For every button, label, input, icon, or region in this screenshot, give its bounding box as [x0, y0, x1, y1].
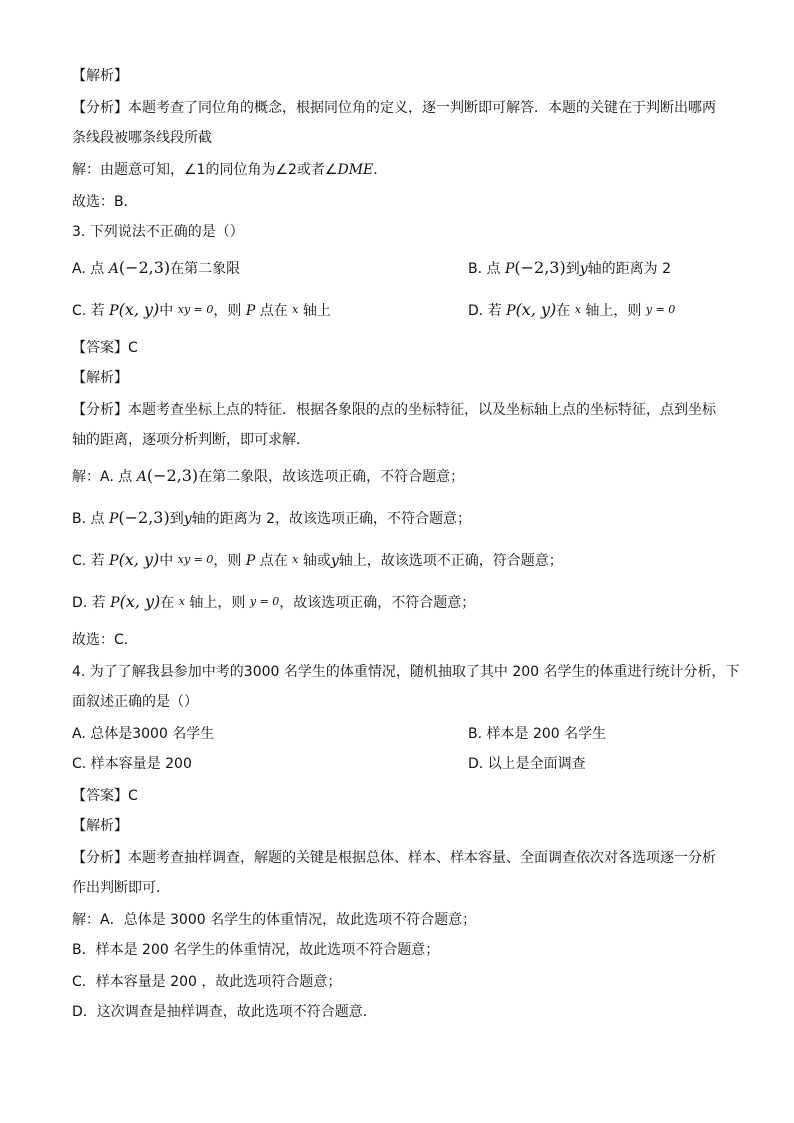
q4-option-b: B. 样本是 200 名学生	[468, 726, 607, 742]
question-3-title	[72, 222, 734, 242]
math-q3d-pt: P	[506, 303, 516, 319]
math-q3s3-x: x	[292, 553, 299, 566]
q4-solution-c	[72, 972, 734, 992]
math-q3s1-pt: A	[136, 469, 147, 485]
q3-option-b	[468, 258, 671, 279]
q3-option-c	[72, 300, 331, 319]
text-q3s1-pre: 解：A. 点	[72, 469, 137, 485]
text-b1-analysis: 【分析】本题考查了同位角的概念，根据同位角的定义，逐一判断即可解答．本题的关键在于判断出哪两	[72, 100, 716, 116]
q4-options-row2	[72, 754, 734, 774]
text-q3c-mid3: 点在	[255, 303, 293, 319]
q3-options-row1	[72, 258, 734, 279]
math-q3a-coord: (−2,3)	[118, 258, 171, 277]
choice-text	[72, 192, 734, 212]
text-q3s2-mid: 到	[169, 511, 184, 527]
text-q3c-pre: C. 若	[72, 303, 110, 319]
math-q3s4-y: y = 0	[249, 595, 280, 608]
q3-solution-b	[72, 508, 734, 529]
text-q4-s4: D．这次调查是抽样调查，故此选项不符合题意．	[72, 1004, 377, 1020]
q4-option-d: D. 以上是全面调查	[468, 756, 586, 772]
text-q3b-mid: 到	[565, 261, 580, 277]
math-q3a-pt: A	[108, 261, 119, 277]
text-q3s4-mid: 在	[160, 595, 179, 611]
text-q3c-mid: 中	[159, 303, 178, 319]
analysis-text-cont	[72, 128, 734, 148]
math-q3s2-pt: P	[108, 511, 119, 527]
q4-answer	[72, 786, 734, 806]
math-q3c-pt: P	[109, 303, 119, 319]
q3-analysis-cont	[72, 430, 734, 450]
text-q3d-mid: 在	[556, 303, 575, 319]
math-q3s4-x: x	[178, 595, 185, 608]
q4-analysis-tag	[72, 816, 734, 836]
text-q3-choice: 故选：C．	[72, 632, 138, 648]
math-dme: DME	[337, 162, 374, 178]
text-q3-analysis2: 轴的距离，逐项分析判断，即可求解．	[72, 432, 310, 448]
text-q3-tag: 【解析】	[72, 370, 128, 386]
text-q3c-post: 轴上	[298, 303, 331, 319]
text-q3s3-pre: C. 若	[72, 553, 110, 569]
text-q3a-post: 在第二象限	[170, 261, 241, 277]
math-q3c-p: P	[245, 303, 256, 319]
math-q3s2-y: y	[183, 511, 192, 527]
text-q3b-post: 轴的距离为 2	[587, 261, 672, 277]
math-q3c-coord: (x, y)	[118, 300, 160, 319]
text-q4-analysis: 【分析】本题考查抽样调查，解题的关键是根据总体、样本、样本容量、全面调查依次对各选项逐一分析	[72, 850, 716, 866]
text-q3d-mid2: 轴上，则	[580, 303, 646, 319]
math-q3d-coord: (x, y)	[515, 300, 557, 319]
text-q4-answer: 【答案】C	[72, 788, 138, 804]
text-q3s4-mid2: 轴上，则	[184, 595, 250, 611]
math-q3s3-coord: (x, y)	[118, 550, 160, 569]
math-q3d-y: y = 0	[645, 303, 676, 316]
math-q3s3-xy: xy = 0	[177, 553, 214, 566]
math-q3s4-coord: (x, y)	[119, 592, 161, 611]
math-q3s1-coord: (−2,3)	[146, 466, 199, 485]
text-q3s4-post: ，故该选项正确，不符合题意；	[279, 595, 476, 611]
text-q3a-pre: A. 点	[72, 261, 109, 277]
text-q4-s1: 解：A．总体是 3000 名学生的体重情况，故此选项不符合题意；	[72, 912, 477, 928]
q3-options-row2	[72, 300, 734, 321]
q4-solution-a	[72, 910, 734, 930]
text-q3s3-mid: 中	[159, 553, 178, 569]
text-b1-sol-post: ．	[373, 162, 388, 178]
q4-solution-b	[72, 940, 734, 960]
math-q3b-y: y	[579, 261, 588, 277]
text-q4-analysis2: 作出判断即可．	[72, 880, 170, 896]
text-q3s3-mid3: 点在	[255, 553, 293, 569]
q4-analysis	[72, 848, 734, 868]
text-q3s3-mid4: 轴或	[298, 553, 331, 569]
text-q3s3-mid2: ，则	[213, 553, 246, 569]
text-q3c-mid2: ，则	[213, 303, 246, 319]
text-b1-sol-pre: 解：由题意可知，∠1的同位角为∠2或者∠	[72, 162, 338, 178]
math-q3s3-y: y	[330, 553, 339, 569]
q3-solution-d	[72, 592, 734, 613]
math-q3c-x: x	[292, 303, 299, 316]
q4-options-row1	[72, 724, 734, 744]
q3-solution-c	[72, 550, 734, 571]
q4-solution-d	[72, 1002, 734, 1022]
q3-choice	[72, 630, 734, 650]
analysis-tag	[72, 66, 734, 86]
q4-option-c: C. 样本容量是 200	[72, 756, 192, 772]
math-q3b-coord: (−2,3)	[514, 258, 566, 277]
math-q3c-xy: xy = 0	[177, 303, 214, 316]
text-q4-title: 4. 为了了解我县参加中考的3000 名学生的体重情况，随机抽取了其中 200 名学生的体重进行统计分析，下	[72, 664, 740, 680]
text-q3s4-pre: D. 若	[72, 595, 111, 611]
text-q3s3-post: 轴上，故该选项不正确，符合题意；	[338, 553, 563, 569]
question-4-title-cont	[72, 692, 734, 712]
text-q3-answer: 【答案】C	[72, 340, 138, 356]
q3-solution-a	[72, 466, 734, 487]
text-q4-tag: 【解析】	[72, 818, 128, 834]
text-q3s2-pre: B. 点	[72, 511, 109, 527]
q3-answer	[72, 338, 734, 358]
q4-option-a: A. 总体是3000 名学生	[72, 726, 215, 742]
text-b1-analysis2: 条线段被哪条线段所截	[72, 130, 212, 146]
text-q3-analysis: 【分析】本题考查坐标上点的特征．根据各象限的点的坐标特征，以及坐标轴上点的坐标特征，点到坐标	[72, 402, 716, 418]
q3-option-d	[468, 300, 675, 321]
q3-analysis	[72, 400, 734, 420]
text-q3b-pre: B. 点	[468, 261, 505, 277]
text-q4-s3: C．样本容量是 200 ，故此选项符合题意；	[72, 974, 342, 990]
q4-analysis-cont	[72, 878, 734, 898]
text-b1-choice: 故选：B．	[72, 194, 138, 210]
math-q3b-pt: P	[504, 261, 515, 277]
q3-analysis-tag	[72, 368, 734, 388]
analysis-text	[72, 98, 734, 118]
text-b1-tag: 【解析】	[72, 68, 128, 84]
solution-text	[72, 160, 734, 180]
math-q3s3-pt: P	[109, 553, 119, 569]
text-q3s2-post: 轴的距离为 2，故该选项正确，不符合题意；	[191, 511, 472, 527]
text-q3-title: 3. 下列说法不正确的是（）	[72, 224, 244, 240]
math-q3s4-pt: P	[110, 595, 120, 611]
text-q3s1-post: 在第二象限，故该选项正确，不符合题意；	[198, 469, 465, 485]
math-q3s2-coord: (−2,3)	[118, 508, 170, 527]
text-q3d-pre: D. 若	[468, 303, 507, 319]
question-4-title	[72, 662, 740, 682]
text-q4-title2: 面叙述正确的是（）	[72, 694, 198, 710]
text-q4-s2: B．样本是 200 名学生的体重情况，故此选项不符合题意；	[72, 942, 440, 958]
q3-option-a	[72, 258, 241, 277]
math-q3s3-p: P	[245, 553, 256, 569]
math-q3d-x: x	[574, 303, 581, 316]
